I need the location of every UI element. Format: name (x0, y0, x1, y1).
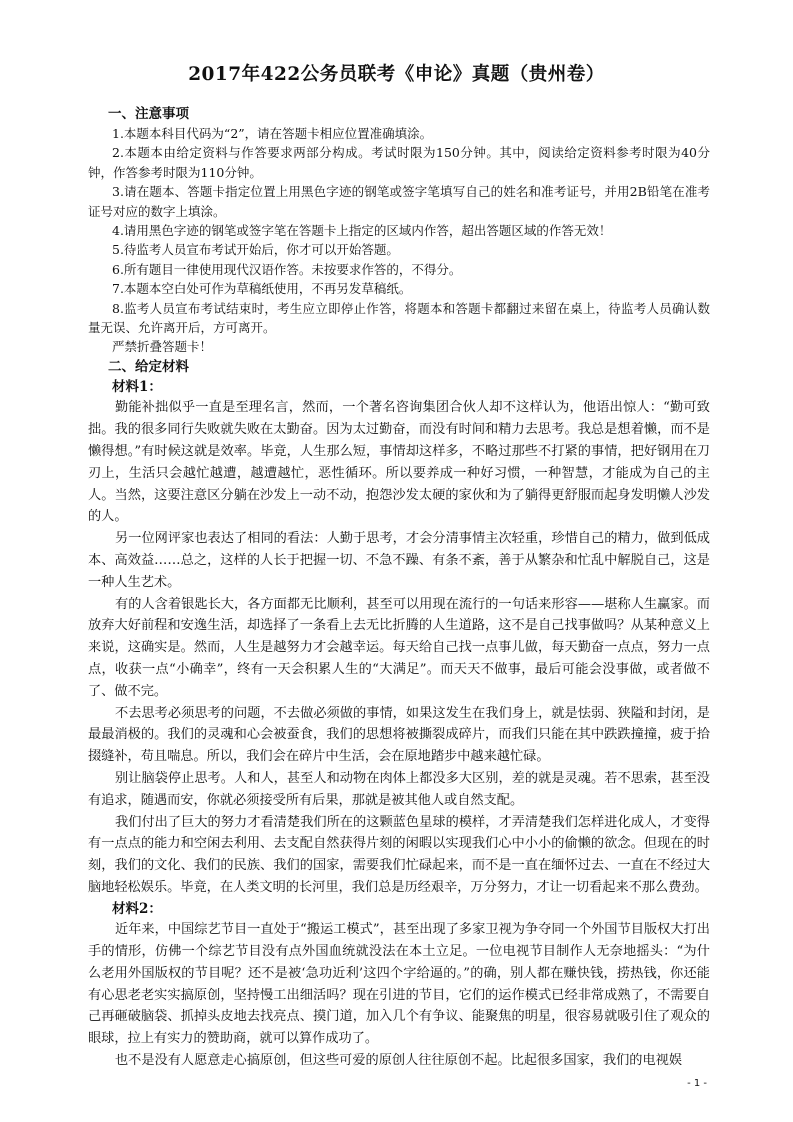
material-1-paragraph: 我们付出了巨大的努力才看清楚我们所在的这颗蓝色星球的模样，才弄清楚我们怎样进化成人，才变得有一点点的能力和空闲去利用、去支配自然获得片刻的闲暇以实现我们心中小小的偷懒的欲念。但现在的时刻，我们的文化、我们的民族、我们的国家，需要我们忙碌起来，而不是一直在缅怀过去、一直在不经过大脑地轻松娱乐。毕竟，在人类文明的长河里，我们总是历经艰辛，万分努力，才让一切看起来不那么费劲。 (88, 814, 710, 895)
material-1-paragraph: 有的人含着银匙长大，各方面都无比顺利，甚至可以用现在流行的一句话来形容——堪称人生赢家。而放弃大好前程和安逸生活，却选择了一条看上去无比折腾的人生道路，这不是自己找事做吗？从某种意义上来说，这确实是。然而，人生是越努力才会越幸运。每天给自己找一点事儿做，每天勤奋一点点，努力一点点，收获一点“小确幸”，终有一天会积累人生的“大满足”。而天天不做事，最后可能会没事做，或者做不了、做不完。 (88, 596, 710, 699)
notice-heading: 一、注意事项 (108, 106, 189, 122)
material-1-paragraph: 别让脑袋停止思考。人和人，甚至人和动物在肉体上都没多大区别，差的就是灵魂。若不思索，甚至没有追求，随遇而安，你就必须接受所有后果，那就是被其他人或自然支配。 (88, 770, 710, 808)
notice-item: 8.监考人员宣布考试结束时，考生应立即停止作答，将题本和答题卡都翻过来留在桌上，待监考人员确认数量无误、允许离开后，方可离开。 (88, 300, 710, 336)
material-1-paragraph: 勤能补拙似乎一直是至理名言，然而，一个著名咨询集团合伙人却不这样认为，他语出惊人：“勤可致拙。我的很多同行失败就失败在太勤奋。因为太过勤奋，而没有时间和精力去思考。我总是想着懒，而不是懒得想。”有时候这就是效率。毕竟，人生那么短，事情却这样多，不略过那些不打紧的事情，把好钢用在刀刃上，生活只会越忙越遭，越遭越忙，恶性循环。所以要养成一种好习惯，一种智慧，才能成为自己的主人。当然，这要注意区分躺在沙发上一动不动，抱怨沙发太硬的家伙和为了躺得更舒服而起身发明懒人沙发的人。 (88, 400, 710, 525)
notice-item: 7.本题本空白处可作为草稿纸使用，不再另发草稿纸。 (112, 281, 412, 297)
notice-item: 4.请用黑色字迹的钢笔或签字笔在答题卡上指定的区域内作答，超出答题区域的作答无效！ (112, 223, 612, 239)
notice-list (88, 124, 710, 357)
notice-item: 2.本题本由给定资料与作答要求两部分构成。考试时限为150分钟。其中，阅读给定资料参考时限为40分钟，作答参考时限为110分钟。 (88, 145, 710, 180)
material-2-heading: 材料2： (112, 900, 162, 917)
notice-item: 5.待监考人员宣布考试开始后，你才可以开始答题。 (112, 242, 399, 258)
page-title: 2017年422公务员联考《申论》真题（贵州卷） (188, 64, 605, 85)
material-1-paragraph: 不去思考必须思考的问题，不去做必须做的事情，如果这发生在我们身上，就是怯弱、狭隘和封闭，是最最消极的。我们的灵魂和心会被蚕食，我们的思想将被撕裂成碎片，而我们只能在其中跌跌撞撞，疲于拾掇缝补，苟且喘息。所以，我们会在碎片中生活，会在原地踏步中越来越忙碌。 (88, 705, 710, 765)
notice-warning: 严禁折叠答题卡！ (112, 339, 213, 355)
material-2-paragraph: 近年来，中国综艺节目一直处于“搬运工模式”，甚至出现了多家卫视为争夺同一个外国节目版权大打出手的情形，仿佛一个综艺节目没有点外国血统就没法在本土立足。一位电视节目制作人无奈地摇头：“为什么老用外国版权的节目呢？还不是被‘急功近利’这四个字给逼的。”的确，别人都在赚快钱，捞热钱，你还能有心思老老实实搞原创，坚持慢工出细活吗？现在引进的节目，它们的运作模式已经非常成熟了，不需要自己再砸破脑袋、抓掉头皮地去找亮点、摸门道，加入几个有争议、能聚焦的明星，很容易就吸引住了观众的眼球，拉上有实力的赞助商，就可以算作成功了。 (88, 922, 710, 1047)
material-1-paragraph: 另一位网评家也表达了相同的看法：人勤于思考，才会分清事情主次轻重，珍惜自己的精力，做到低成本、高效益……总之，这样的人长于把握一切、不急不躁、有条不紊，善于从繁杂和忙乱中解脱自己，这是一种人生艺术。 (88, 531, 710, 590)
notice-item: 1.本题本科目代码为“2”，请在答题卡相应位置准确填涂。 (112, 126, 433, 141)
page-number: - 1 - (687, 1078, 707, 1089)
material-2-paragraph: 也不是没有人愿意走心搞原创，但这些可爱的原创人往往原创不起。比起很多国家，我们的电视娱 (115, 1052, 683, 1068)
materials-heading: 二、给定材料 (108, 358, 189, 375)
notice-item: 6.所有题目一律使用现代汉语作答。未按要求作答的，不得分。 (112, 261, 462, 277)
material-1-heading: 材料1： (112, 378, 162, 395)
notice-item: 3.请在题本、答题卡指定位置上用黑色字迹的钢笔或签字笔填写自己的姓名和准考证号，并用2B铅笔在准考证号对应的数字上填涂。 (88, 184, 710, 219)
document-body (88, 104, 710, 1072)
